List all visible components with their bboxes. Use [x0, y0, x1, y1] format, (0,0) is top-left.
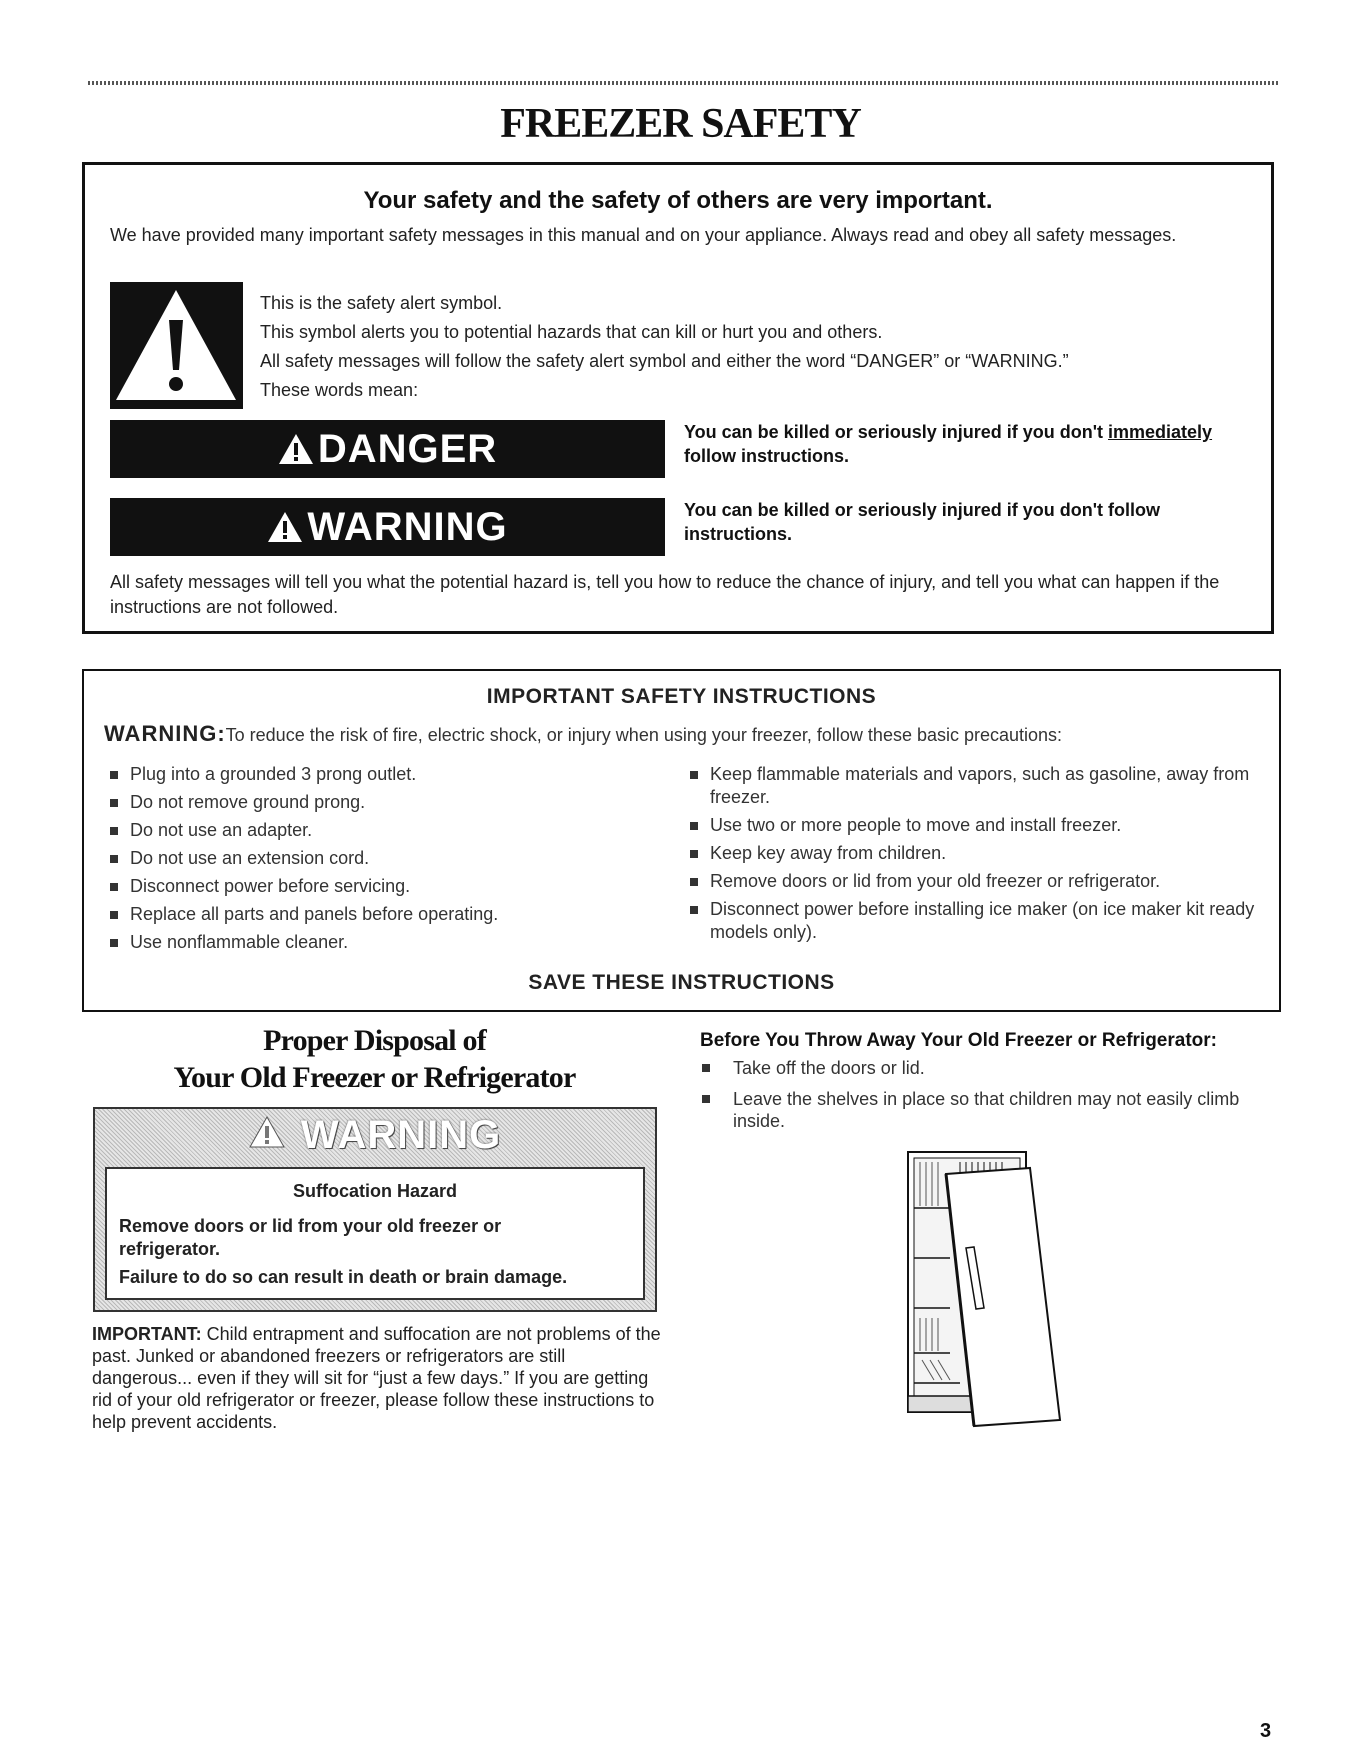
- important-text: Child entrapment and suffocation are not problems of the past. Junked or abandoned freezers or refrigerators are still dangerous... even if they will sit for “just a few days.” If you are getting rid of your old refrigerator or freezer, please follow these instructions to help prevent accidents.: [92, 1324, 661, 1432]
- square-bullet-icon: [690, 906, 698, 914]
- page-title: FREEZER SAFETY: [500, 101, 861, 147]
- alert-line: This is the safety alert symbol.: [260, 293, 503, 313]
- suffocation-warning-box: [93, 1107, 657, 1312]
- danger-banner: [110, 420, 665, 478]
- square-bullet-icon: [110, 911, 118, 919]
- square-bullet-icon: [690, 850, 698, 858]
- square-bullet-icon: [110, 799, 118, 807]
- warning-label: WARNING: [307, 504, 508, 549]
- important-note: [92, 1323, 667, 1433]
- instructions-list-right: [688, 763, 1268, 949]
- warning-banner: [110, 498, 665, 556]
- suffocation-warning-body: [105, 1167, 645, 1300]
- warning-triangle-icon: [267, 511, 303, 543]
- square-bullet-icon: [110, 855, 118, 863]
- instructions-warning: [104, 721, 1264, 747]
- safety-box-intro: We have provided many important safety messages in this manual and on your appliance. Always read and obey all safety messages.: [110, 225, 1177, 245]
- warning-description: You can be killed or seriously injured if you don't follow instructions.: [684, 500, 1160, 544]
- list-item: Do not use an extension cord.: [108, 847, 668, 870]
- alert-line: All safety messages will follow the safety alert symbol and either the word “DANGER” or “WARNING.”: [260, 351, 1069, 371]
- safety-box-outro: All safety messages will tell you what the potential hazard is, tell you how to reduce the chance of injury, and tell you what can happen if the instructions are not followed.: [110, 572, 1220, 617]
- list-item: Disconnect power before servicing.: [108, 875, 668, 898]
- before-throw-away-list: [700, 1057, 1260, 1141]
- alert-line: This symbol alerts you to potential hazards that can kill or hurt you and others.: [260, 322, 883, 342]
- list-item: Remove doors or lid from your old freezer or refrigerator.: [688, 870, 1268, 893]
- list-item: Leave the shelves in place so that children may not easily climb inside.: [700, 1088, 1260, 1132]
- page-number: 3: [1260, 1720, 1272, 1742]
- hazard-title: Suffocation Hazard: [292, 1181, 457, 1201]
- list-item: Disconnect power before installing ice maker (on ice maker kit ready models only).: [688, 898, 1268, 944]
- square-bullet-icon: [702, 1064, 710, 1072]
- header-rule: [88, 81, 1280, 85]
- danger-description: [684, 420, 1269, 468]
- list-item: Use two or more people to move and install freezer.: [688, 814, 1268, 837]
- instructions-footer: SAVE THESE INSTRUCTIONS: [528, 971, 835, 994]
- important-label: IMPORTANT:: [92, 1324, 202, 1344]
- list-item: Use nonflammable cleaner.: [108, 931, 668, 954]
- disposal-title-line: Proper Disposal of: [263, 1024, 486, 1057]
- safety-box-heading: Your safety and the safety of others are very important.: [363, 187, 993, 214]
- instructions-warning-label: WARNING:: [104, 721, 226, 746]
- alert-line: These words mean:: [260, 380, 419, 400]
- square-bullet-icon: [690, 878, 698, 886]
- instructions-heading: IMPORTANT SAFETY INSTRUCTIONS: [486, 685, 877, 708]
- list-item: Keep flammable materials and vapors, such as gasoline, away from freezer.: [688, 763, 1268, 809]
- disposal-title-line: Your Old Freezer or Refrigerator: [173, 1061, 576, 1094]
- safety-alert-icon: [110, 282, 243, 409]
- danger-label: DANGER: [317, 426, 498, 471]
- before-throw-away-heading: Before You Throw Away Your Old Freezer or Refrigerator:: [700, 1030, 1217, 1051]
- suffocation-warning-title: [95, 1113, 655, 1158]
- square-bullet-icon: [110, 883, 118, 891]
- hazard-instruction: Remove doors or lid from your old freezer or refrigerator.: [119, 1216, 502, 1259]
- square-bullet-icon: [110, 939, 118, 947]
- square-bullet-icon: [110, 771, 118, 779]
- warning-triangle-icon: [249, 1116, 285, 1148]
- list-item: Do not use an adapter.: [108, 819, 668, 842]
- square-bullet-icon: [690, 822, 698, 830]
- square-bullet-icon: [110, 827, 118, 835]
- alert-explanation: [260, 289, 1220, 405]
- danger-text-emphasis: immediately: [1108, 422, 1213, 442]
- safety-message-box: [82, 162, 1274, 634]
- instructions-warning-text: To reduce the risk of fire, electric shock, or injury when using your freezer, follow these basic precautions:: [225, 725, 1063, 745]
- danger-text: You can be killed or seriously injured if you don't: [684, 422, 1109, 442]
- hazard-consequence: Failure to do so can result in death or brain damage.: [119, 1267, 568, 1287]
- list-item: Replace all parts and panels before operating.: [108, 903, 668, 926]
- square-bullet-icon: [702, 1095, 710, 1103]
- disposal-title: [92, 1022, 657, 1096]
- list-item: Do not remove ground prong.: [108, 791, 668, 814]
- freezer-illustration: [900, 1148, 1080, 1438]
- square-bullet-icon: [690, 771, 698, 779]
- list-item: Keep key away from children.: [688, 842, 1268, 865]
- list-item: Take off the doors or lid.: [700, 1057, 1260, 1079]
- important-safety-instructions-box: [82, 669, 1281, 1012]
- danger-text: follow instructions.: [684, 446, 849, 466]
- list-item: Plug into a grounded 3 prong outlet.: [108, 763, 668, 786]
- instructions-list-left: [108, 763, 668, 959]
- warning-triangle-icon: [278, 433, 314, 465]
- suffocation-warning-label: WARNING: [300, 1113, 502, 1157]
